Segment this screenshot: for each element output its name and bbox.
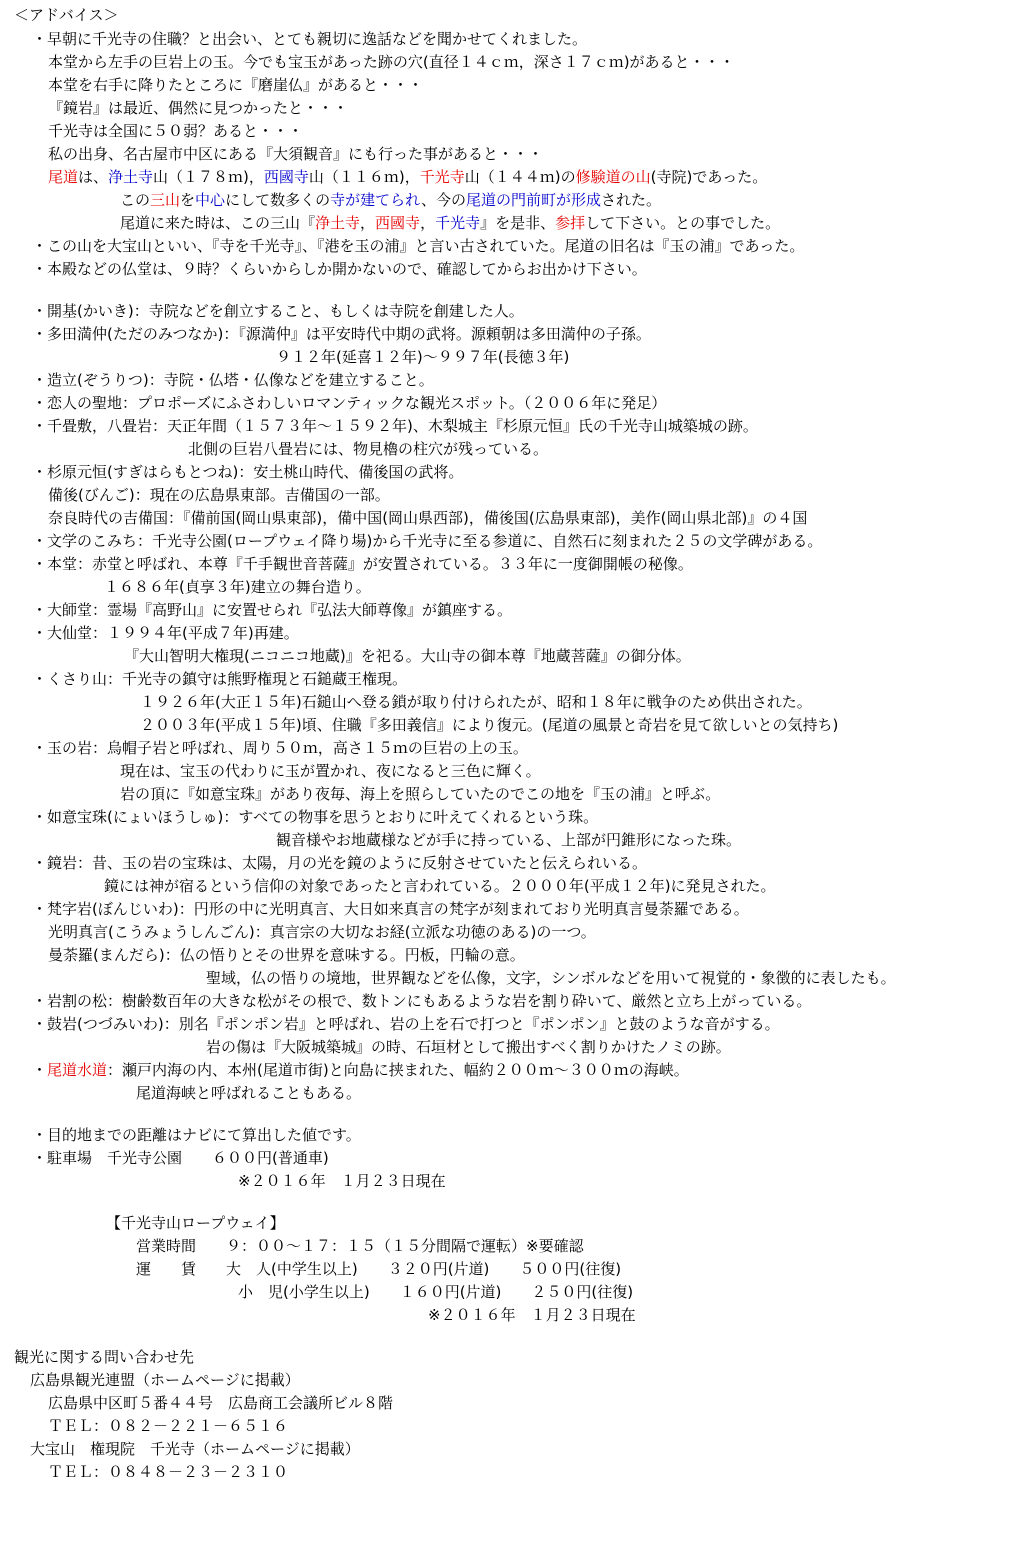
text-segment: ・恋人の聖地：プロポーズにふさわしいロマンティックな観光スポット。（２００６年に発足）	[32, 394, 667, 412]
text-line	[32, 1013, 780, 1036]
text-segment: ，	[420, 214, 436, 232]
text-line	[32, 530, 822, 553]
text-line	[32, 415, 758, 438]
text-line	[276, 346, 569, 369]
text-line	[238, 1281, 633, 1304]
text-line	[48, 944, 525, 967]
highlighted-text: 千光寺	[419, 168, 465, 186]
text-segment: 私の出身、名古屋市中区にある『大須観音』にも行った事があると・・・	[48, 145, 544, 163]
text-line	[32, 668, 407, 691]
highlighted-text: 中心	[195, 191, 226, 209]
text-line	[136, 1258, 621, 1281]
text-line	[32, 392, 666, 415]
text-line	[188, 438, 548, 461]
text-line	[140, 714, 838, 737]
text-segment: ・鏡岩：昔、玉の岩の宝珠は、太陽，月の光を鏡のように反射させていたと伝えられいる。	[32, 854, 648, 872]
text-segment: ・くさり山：千光寺の鎮守は熊野権現と石鎚蔵王権現。	[32, 670, 408, 688]
text-line	[32, 622, 299, 645]
text-segment: 千光寺は全国に５０弱？あると・・・	[48, 122, 304, 140]
text-line	[124, 645, 691, 668]
text-segment: 岩の傷は『大阪城築城』の時、石垣材として搬出すべく割りかけたノミの跡。	[206, 1038, 731, 1056]
text-segment: を	[180, 191, 196, 209]
highlighted-text: 尾道水道	[47, 1061, 108, 1079]
text-segment: 尾道に来た時は、この三山『	[120, 214, 316, 232]
text-segment: ・大師堂：霊場『高野山』に安置せられ『弘法大師尊像』が鎮座する。	[32, 601, 513, 619]
text-segment: ・造立(ぞうりつ)：寺院・仏塔・仏像などを建立すること。	[32, 371, 434, 389]
text-line	[32, 1147, 329, 1170]
text-line	[48, 166, 767, 189]
text-line	[32, 737, 528, 760]
text-segment: 北側の巨岩八畳岩には、物見櫓の柱穴が残っている。	[188, 440, 549, 458]
text-segment: ・多田満仲(ただのみつなか)：『源満仲』は平安時代中期の武将。源頼朝は多田満仲の子孫。	[32, 325, 651, 343]
text-line	[30, 1369, 300, 1392]
text-segment: ・本堂：赤堂と呼ばれ、本尊『千手観世音菩薩』が安置されている。３３年に一度御開帳の秘像。	[32, 555, 693, 573]
text-segment: 聖域，仏の悟りの境地，世界観などを仏像，文字，シンボルなどを用いて視覚的・象徴的に表したも。	[206, 969, 896, 987]
text-line	[30, 1438, 360, 1461]
text-segment: 光明真言(こうみょうしんごん)：真言宗の大切なお経(立派な功徳のある)の一つ。	[48, 923, 596, 941]
text-segment: 』を是非、	[480, 214, 556, 232]
text-segment: 尾道海峡と呼ばれることもある。	[136, 1084, 362, 1102]
text-segment: は、	[78, 168, 109, 186]
text-line	[120, 760, 541, 783]
text-line	[48, 921, 596, 944]
text-segment: 備後(びんご)：現在の広島県東部。吉備国の一部。	[48, 486, 390, 504]
text-segment: 【千光寺山ロープウェイ】	[106, 1214, 285, 1232]
text-segment: 運 賃 大 人(中学生以上) ３２０円(片道) ５００円(往復)	[136, 1260, 622, 1278]
text-line	[120, 212, 780, 235]
text-segment: ・目的地までの距離はナビにて算出した値です。	[32, 1126, 361, 1144]
text-line	[206, 967, 896, 990]
highlighted-text: 参拝	[555, 214, 586, 232]
highlighted-text: 千光寺	[435, 214, 481, 232]
text-line	[104, 576, 371, 599]
text-segment: ・駐車場 千光寺公園 ６００円(普通車)	[32, 1149, 329, 1167]
text-segment: 岩の頂に『如意宝珠』があり夜毎、海上を照らしていたのでこの地を『玉の浦』と呼ぶ。	[120, 785, 721, 803]
text-segment: ・千畳敷，八畳岩：天正年間（１５７３年～１５９２年)、木梨城主『杉原元恒』氏の千光寺山城築城の跡。	[32, 417, 758, 435]
text-line	[32, 553, 693, 576]
text-segment: 小 児(小学生以上) １６０円(片道) ２５０円(往復)	[238, 1283, 634, 1301]
text-line	[136, 1082, 361, 1105]
text-line	[32, 1124, 361, 1147]
highlighted-text: 西國寺	[375, 214, 421, 232]
text-segment: 観音様やお地蔵様などが手に持っている、上部が円錐形になった珠。	[276, 831, 742, 849]
text-segment: ・梵字岩(ぼんじいわ)：円形の中に光明真言、大日如来真言の梵字が刻まれており光明真言曼荼羅である。	[32, 900, 749, 918]
text-line	[32, 599, 512, 622]
highlighted-text: 西國寺	[263, 168, 309, 186]
text-line	[48, 507, 807, 530]
text-line	[14, 4, 119, 27]
text-segment: 『大山智明大権現(ニコニコ地蔵)』を祀る。大山寺の御本尊『地蔵菩薩』の御分体。	[124, 647, 691, 665]
text-segment: ・本殿などの仏堂は、９時？くらいからしか開かないので、確認してからお出かけ下さい。	[32, 260, 647, 278]
text-segment: ・早朝に千光寺の住職？と出会い、とても親切に逸話などを聞かせてくれました。	[32, 30, 588, 48]
text-segment: 広島県観光連盟（ホームページに掲載）	[30, 1371, 300, 1389]
text-line	[120, 189, 661, 212]
highlighted-text: 寺が建てられ	[330, 191, 421, 209]
highlighted-text: 浄土寺	[315, 214, 361, 232]
text-line	[32, 898, 749, 921]
text-line	[48, 1415, 288, 1438]
text-line	[428, 1304, 636, 1327]
text-segment: ・杉原元恒(すぎはらもとつね)：安土桃山時代、備後国の武将。	[32, 463, 464, 481]
text-segment: ・岩割の松：樹齢数百年の大きな松がその根で、数トンにもあるような岩を割り砕いて、厳然と立ち上がっている。	[32, 992, 812, 1010]
text-segment: 山（１４４ｍ)の	[464, 168, 576, 186]
text-line	[48, 74, 423, 97]
text-line	[32, 806, 598, 829]
highlighted-text: 三山	[150, 191, 181, 209]
text-segment: ・この山を大宝山といい、『寺を千光寺』、『港を玉の浦』と言い古されていた。尾道の旧名は『玉の浦』であった。	[32, 237, 805, 255]
text-segment: 奈良時代の吉備国：『備前国(岡山県東部)，備中国(岡山県西部)，備後国(広島県東部)，美作(岡山県北部)』の４国	[48, 509, 808, 527]
highlighted-text: 尾道	[48, 168, 79, 186]
text-segment: 曼荼羅(まんだら)：仏の悟りとその世界を意味する。円板，円輪の意。	[48, 946, 525, 964]
text-segment: ２００３年(平成１５年)頃、住職『多田義信』により復元。(尾道の風景と奇岩を見て欲しいとの気持ち)	[140, 716, 839, 734]
text-line	[104, 875, 776, 898]
text-segment: この	[120, 191, 151, 209]
text-line	[32, 369, 434, 392]
text-line	[32, 28, 587, 51]
text-segment: 広島県中区町５番４４号 広島商工会議所ビル８階	[48, 1394, 394, 1412]
text-line	[32, 323, 651, 346]
text-segment: ・開基(かいき)：寺院などを創立すること、もしくは寺院を創建した人。	[32, 302, 524, 320]
text-segment: (寺院)であった。	[650, 168, 768, 186]
text-segment: 山（１７８ｍ)，	[153, 168, 264, 186]
text-segment: ・	[32, 1061, 48, 1079]
text-segment: １６８６年(貞享３年)建立の舞台造り。	[104, 578, 371, 596]
text-segment: ＴＥＬ：０８２－２２１－６５１６	[48, 1417, 289, 1435]
text-segment: にして数多くの	[225, 191, 331, 209]
text-segment: ＴＥＬ：０８４８－２３－２３１０	[48, 1463, 289, 1481]
text-line	[48, 1461, 288, 1484]
text-line	[32, 1059, 689, 1082]
text-line	[14, 1346, 194, 1369]
text-segment: 『鏡岩』は最近、偶然に見つかったと・・・	[48, 99, 349, 117]
text-segment: 山（１１６ｍ)，	[308, 168, 420, 186]
highlighted-text: 浄土寺	[108, 168, 154, 186]
text-segment: 大宝山 権現院 千光寺（ホームページに掲載）	[30, 1440, 360, 1458]
text-line	[48, 120, 303, 143]
text-segment: ※２０１６年 １月２３日現在	[428, 1306, 636, 1324]
text-segment: ・大仙堂：１９９４年(平成７年)再建。	[32, 624, 299, 642]
text-segment: 観光に関する問い合わせ先	[14, 1348, 195, 1366]
text-line	[32, 990, 811, 1013]
text-segment: １９２６年(大正１５年)石鎚山へ登る鎖が取り付けられたが、昭和１８年に戦争のため供出された。	[140, 693, 812, 711]
text-line	[206, 1036, 731, 1059]
text-line	[48, 484, 390, 507]
text-segment: された。	[601, 191, 662, 209]
text-segment: ９１２年(延喜１２年)～９９７年(長徳３年)	[276, 348, 570, 366]
text-segment: 、今の	[420, 191, 466, 209]
text-segment: ・鼓岩(つづみいわ)：別名『ポンポン岩』と呼ばれ、岩の上を石で打つと『ポンポン』と鼓のような音がする。	[32, 1015, 780, 1033]
text-segment: 本堂を右手に降りたところに『磨崖仏』があると・・・	[48, 76, 424, 94]
text-line	[32, 852, 647, 875]
text-segment: 営業時間 ９：００～１７：１５（１５分間隔で運転）※要確認	[136, 1237, 584, 1255]
text-segment: ※２０１６年 １月２３日現在	[238, 1172, 446, 1190]
text-line	[120, 783, 720, 806]
text-line	[48, 143, 543, 166]
text-segment: して下さい。との事でした。	[585, 214, 781, 232]
text-segment: ・如意宝珠(にょいほうしゅ)：すべての物事を思うとおりに叶えてくれるという珠。	[32, 808, 599, 826]
highlighted-text: 修験道の山	[575, 168, 651, 186]
text-line	[140, 691, 812, 714]
text-segment: ，	[360, 214, 376, 232]
text-segment: ・玉の岩：烏帽子岩と呼ばれ、周り５０ｍ，高さ１５ｍの巨岩の上の玉。	[32, 739, 528, 757]
text-line	[32, 461, 463, 484]
text-line	[238, 1170, 446, 1193]
highlighted-text: 尾道の門前町が形成	[466, 191, 602, 209]
text-line	[48, 97, 348, 120]
text-line	[32, 300, 524, 323]
text-line	[32, 258, 647, 281]
text-segment: 鏡には神が宿るという信仰の対象であったと言われている。２０００年(平成１２年)に発見された。	[104, 877, 776, 895]
text-line	[48, 1392, 393, 1415]
text-line	[48, 51, 735, 74]
text-segment: ：瀬戸内海の内、本州(尾道市街)と向島に挟まれた、幅約２００ｍ～３００ｍの海峡。	[107, 1061, 689, 1079]
text-line	[136, 1235, 584, 1258]
text-line	[32, 235, 804, 258]
text-line	[106, 1212, 285, 1235]
text-line	[276, 829, 741, 852]
text-segment: 現在は、宝玉の代わりに玉が置かれ、夜になると三色に輝く。	[120, 762, 541, 780]
text-segment: 本堂から左手の巨岩上の玉。今でも宝玉があった跡の穴(直径１４ｃｍ，深さ１７ｃｍ)があると・・・	[48, 53, 735, 71]
text-segment: ・文学のこみち：千光寺公園(ロープウェイ降り場)から千光寺に至る参道に、自然石に刻まれた２５の文学碑がある。	[32, 532, 823, 550]
text-segment: ＜アドバイス＞	[14, 6, 119, 24]
